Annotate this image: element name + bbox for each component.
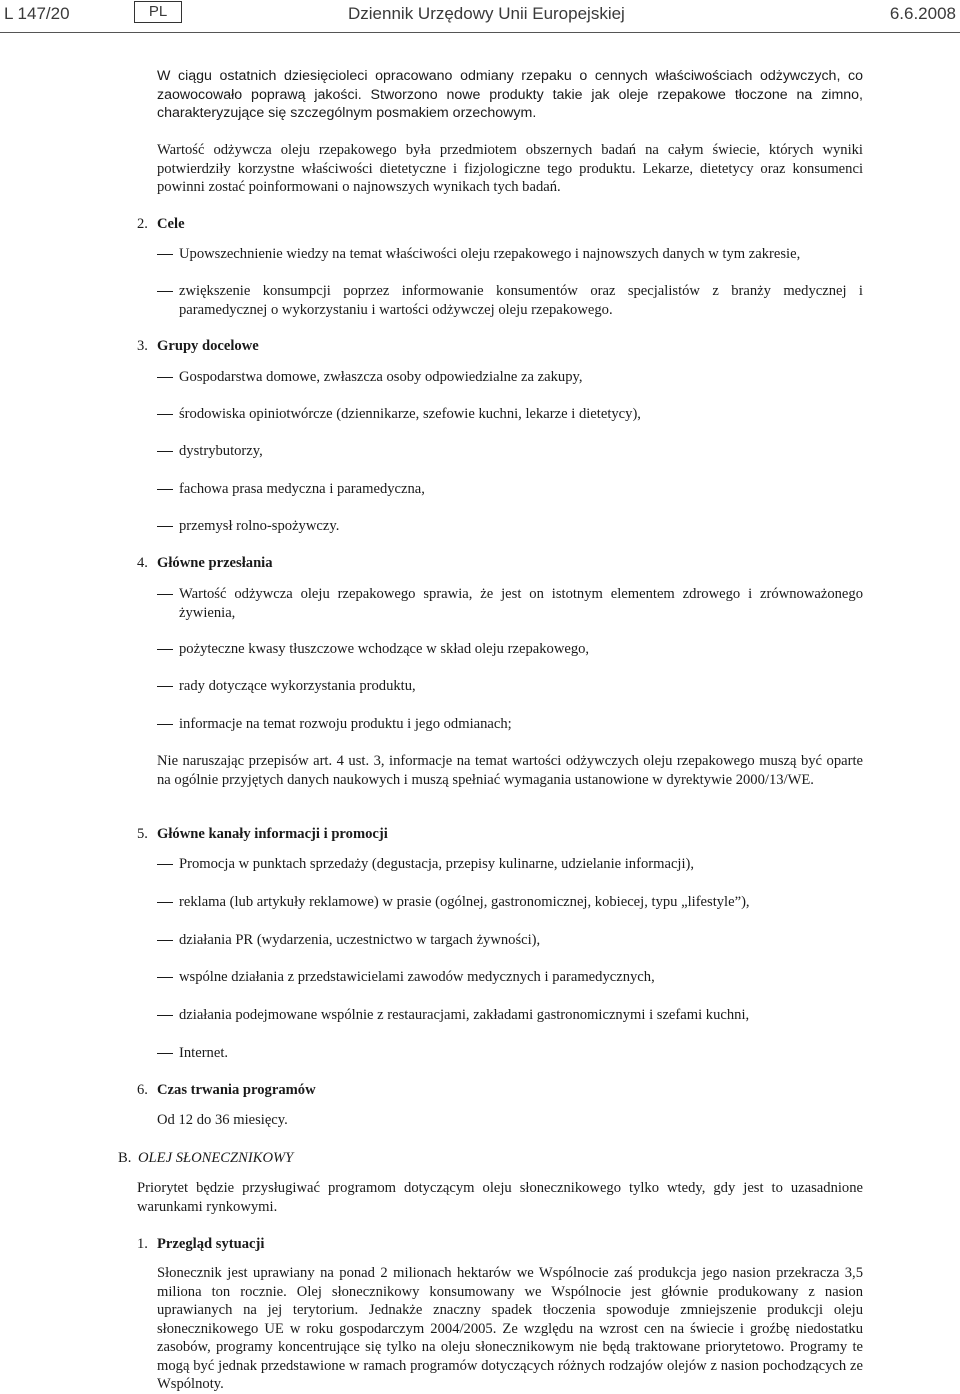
section-b1-heading xyxy=(137,1235,264,1254)
page-reference: L 147/20 xyxy=(4,4,70,23)
list-item: Upowszechnienie wiedzy na temat właściwości oleju rzepakowego i najnowszych danych w tym zakresie, xyxy=(157,245,863,264)
section-number: 1. xyxy=(137,1236,148,1252)
dash-marker xyxy=(157,1053,173,1054)
section-title: Główne kanały informacji i promocji xyxy=(157,826,388,842)
section-4-heading xyxy=(137,554,273,573)
list-item: fachowa prasa medyczna i paramedyczna, xyxy=(157,480,863,499)
list-item: działania podejmowane wspólnie z restauracjami, zakładami gastronomicznymi i szefami kuchni, xyxy=(157,1006,863,1025)
section-b1-text: Słonecznik jest uprawiany na ponad 2 milionach hektarów we Wspólnocie zaś produkcja jego nasion przekracza 3,5 miliona ton rocznie. Olej słonecznikowy konsumowany we Wspólnocie jest głównie produkowany z nasion uprawianych na jej terytorium. Jednakże znaczny spadek tłoczenia spowoduje zmniejszenie produkcji oleju słonecznikowego UE w roku gospodarczym 2004/2005. Ze względu na wzrost cen na świecie i groźbę niedostatku zasobów, programy koncentrujące się tylko na oleju słonecznikowym nie będą traktowane priorytetowo. Programy te mogą być jednak przedstawione w ramach programów dotyczących różnych rodzajów olejów z nasion pochodzących ze Wspólnoty. xyxy=(157,1265,863,1392)
section-3-heading xyxy=(137,337,259,356)
journal-title: Dziennik Urzędowy Unii Europejskiej xyxy=(348,4,625,23)
section-2-heading xyxy=(137,215,185,234)
section-number: 4. xyxy=(137,555,148,571)
section-title: Przegląd sytuacji xyxy=(157,1236,265,1252)
dash-marker xyxy=(157,724,173,725)
section-title: Grupy docelowe xyxy=(157,338,259,354)
section-b-text: Priorytet będzie przysługiwać programom dotyczącym oleju słonecznikowego tylko wtedy, gdy jest to uzasadnione warunkami rynkowymi. xyxy=(137,1180,863,1215)
list-item: pożyteczne kwasy tłuszczowe wchodzące w skład oleju rzepakowego, xyxy=(157,640,863,659)
language-badge: PL xyxy=(134,1,182,23)
intro-paragraph-2: Wartość odżywcza oleju rzepakowego była przedmiotem obszernych badań na całym świecie, których wyniki potwierdziły korzystne właściwości dietetyczne i fizjologiczne tego produktu. Lekarze, dietetycy oraz konsumenci powinni zostać poinformowani o najnowszych wynikach tych badań. xyxy=(157,142,863,195)
dash-marker xyxy=(157,414,173,415)
section-title: Główne przesłania xyxy=(157,555,273,571)
section-number: 5. xyxy=(137,826,148,842)
section-number: 6. xyxy=(137,1082,148,1098)
section-5-heading xyxy=(137,825,388,844)
list-item: zwiększenie konsumpcji poprzez informowanie konsumentów oraz specjalistów z branży medycznej i paramedycznej o wykorzystaniu i wartości odżywczej oleju rzepakowego. xyxy=(157,282,863,319)
header-rule xyxy=(0,32,960,33)
section-title: Cele xyxy=(157,216,185,232)
section-title: OLEJ SŁONECZNIKOWY xyxy=(138,1150,294,1166)
dash-marker xyxy=(157,451,173,452)
dash-marker xyxy=(157,977,173,978)
section-b-heading xyxy=(118,1149,293,1168)
list-item: Gospodarstwa domowe, zwłaszcza osoby odpowiedzialne za zakupy, xyxy=(157,368,863,387)
list-item: wspólne działania z przedstawicielami zawodów medycznych i paramedycznych, xyxy=(157,968,863,987)
dash-marker xyxy=(157,1015,173,1016)
dash-marker xyxy=(157,649,173,650)
section-number: 2. xyxy=(137,216,148,232)
intro-paragraph-1: W ciągu ostatnich dziesięcioleci opracowano odmiany rzepaku o cennych właściwościach odżywczych, co zaowocowało poprawą jakości. Stworzono nowe produkty takie jak oleje rzepakowe tłoczone na zimno, charakteryzujące się szczególnym posmakiem orzechowym. xyxy=(157,68,863,121)
list-item: przemysł rolno-spożywczy. xyxy=(157,517,863,536)
list-item: Wartość odżywcza oleju rzepakowego sprawia, że jest on istotnym elementem zdrowego i zrównoważonego żywienia, xyxy=(157,585,863,622)
dash-marker xyxy=(157,940,173,941)
section-letter: B. xyxy=(118,1150,132,1166)
dash-marker xyxy=(157,526,173,527)
list-item: rady dotyczące wykorzystania produktu, xyxy=(157,677,863,696)
list-item: działania PR (wydarzenia, uczestnictwo w targach żywności), xyxy=(157,931,863,950)
dash-marker xyxy=(157,902,173,903)
list-item: informacje na temat rozwoju produktu i jego odmianach; xyxy=(157,715,863,734)
dash-marker xyxy=(157,686,173,687)
list-item: dystrybutorzy, xyxy=(157,442,863,461)
dash-marker xyxy=(157,594,173,595)
section-number: 3. xyxy=(137,338,148,354)
section-6-heading xyxy=(137,1081,316,1100)
list-item: reklama (lub artykuły reklamowe) w prasie (ogólnej, gastronomicznej, kobiecej, typu „lifestyle”), xyxy=(157,893,863,912)
section-6-text: Od 12 do 36 miesięcy. xyxy=(157,1112,288,1128)
dash-marker xyxy=(157,864,173,865)
section-title: Czas trwania programów xyxy=(157,1082,316,1098)
list-item: Internet. xyxy=(157,1044,863,1063)
publication-date: 6.6.2008 xyxy=(889,4,956,23)
dash-marker xyxy=(157,377,173,378)
dash-marker xyxy=(157,254,173,255)
list-item: Promocja w punktach sprzedaży (degustacja, przepisy kulinarne, udzielanie informacji), xyxy=(157,855,863,874)
page-header xyxy=(0,0,960,28)
section-4-note: Nie naruszając przepisów art. 4 ust. 3, informacje na temat wartości odżywczych oleju rzepakowego muszą być oparte na ogólnie przyjętych danych naukowych i muszą spełniać wymagania ustanowione w dyrektywie 2000/13/WE. xyxy=(157,753,863,788)
dash-marker xyxy=(157,291,173,292)
dash-marker xyxy=(157,489,173,490)
list-item: środowiska opiniotwórcze (dziennikarze, szefowie kuchni, lekarze i dietetycy), xyxy=(157,405,863,424)
